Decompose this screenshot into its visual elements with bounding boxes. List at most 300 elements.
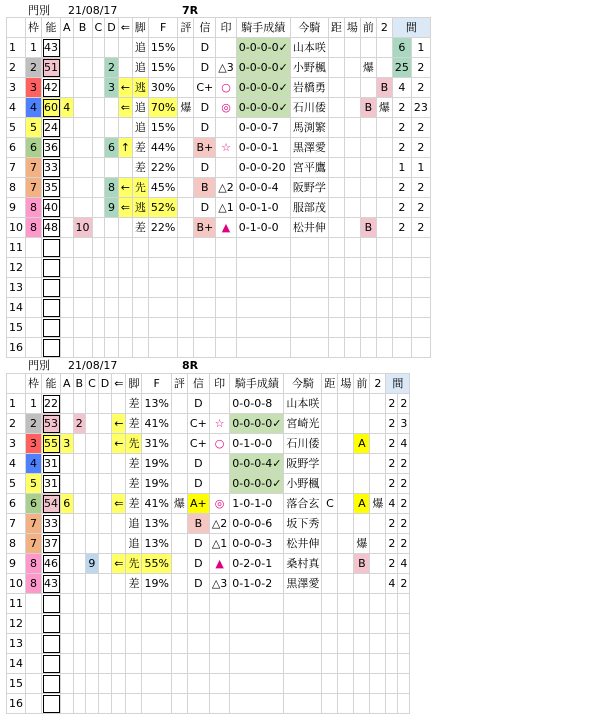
col-b [73, 494, 86, 514]
f-rate: 41% [142, 414, 171, 434]
col-a [61, 58, 74, 78]
ability-score [42, 694, 61, 714]
frame-number: 6 [26, 494, 42, 514]
row-number: 10 [7, 574, 26, 594]
distance [328, 58, 344, 78]
previous [360, 198, 376, 218]
col-b [73, 98, 92, 118]
confidence: D [194, 58, 216, 78]
current-jockey: 岩橋勇 [290, 78, 328, 98]
row-number: 1 [7, 38, 26, 58]
track [338, 494, 354, 514]
mark [209, 694, 229, 714]
column-header: 信 [187, 374, 209, 394]
col-a [61, 138, 74, 158]
evaluation [178, 198, 194, 218]
frame-number [26, 674, 42, 694]
col-c [86, 514, 99, 534]
track [338, 434, 354, 454]
current-jockey: 小野楓 [284, 474, 322, 494]
arrow-mark: ← [118, 78, 132, 98]
confidence [187, 594, 209, 614]
ability-score [42, 278, 61, 298]
confidence [194, 318, 216, 338]
arrow-mark: ⇐ [118, 98, 132, 118]
f-rate: 19% [142, 454, 171, 474]
row-number: 12 [7, 614, 26, 634]
frame-number: 4 [26, 454, 42, 474]
col-a [61, 178, 74, 198]
col-c [92, 98, 105, 118]
confidence: D [194, 38, 216, 58]
second [376, 158, 392, 178]
col-d [98, 434, 111, 454]
previous: 爆 [360, 58, 376, 78]
current-jockey [284, 654, 322, 674]
interval-2: 23 [411, 98, 430, 118]
col-a [61, 118, 74, 138]
table-row [7, 434, 410, 454]
previous: B [360, 98, 376, 118]
previous [354, 674, 370, 694]
mark [209, 474, 229, 494]
col-c [86, 394, 99, 414]
previous [354, 634, 370, 654]
mark: △2 [209, 514, 229, 534]
col-b [73, 258, 92, 278]
jockey-record: 1-0-1-0 [230, 494, 284, 514]
track [338, 674, 354, 694]
col-d [98, 494, 111, 514]
distance [322, 394, 338, 414]
frame-number: 7 [26, 178, 42, 198]
running-style: 差 [126, 494, 142, 514]
arrow-mark [112, 514, 126, 534]
track [344, 78, 360, 98]
jockey-record [230, 674, 284, 694]
empty-row [7, 594, 410, 614]
f-rate [142, 674, 171, 694]
f-rate: 31% [142, 434, 171, 454]
second [376, 278, 392, 298]
mark: △1 [209, 534, 229, 554]
distance [328, 38, 344, 58]
mark: △2 [216, 178, 236, 198]
ability-score [42, 634, 61, 654]
col-b [73, 318, 92, 338]
jockey-record [236, 338, 290, 358]
row-number: 15 [7, 318, 26, 338]
col-c [92, 178, 105, 198]
mark [216, 38, 236, 58]
evaluation [178, 278, 194, 298]
column-header: 今騎 [290, 18, 328, 38]
col-d [98, 394, 111, 414]
table-row [7, 574, 410, 594]
column-header: 間 [392, 18, 430, 38]
current-jockey: 黒澤愛 [290, 138, 328, 158]
interval-1: 2 [392, 198, 411, 218]
table-row [7, 38, 431, 58]
mark [209, 674, 229, 694]
frame-number: 2 [26, 414, 42, 434]
row-number: 13 [7, 278, 26, 298]
distance [322, 634, 338, 654]
col-b [73, 394, 86, 414]
interval-1: 1 [392, 158, 411, 178]
track [338, 554, 354, 574]
confidence [194, 298, 216, 318]
col-a [61, 594, 74, 614]
col-b [73, 534, 86, 554]
frame-number: 7 [26, 534, 42, 554]
evaluation [171, 574, 187, 594]
track [338, 534, 354, 554]
table-row [7, 494, 410, 514]
mark [209, 454, 229, 474]
column-header: 印 [216, 18, 236, 38]
distance [322, 654, 338, 674]
second [376, 178, 392, 198]
col-a [61, 674, 74, 694]
jockey-record: 0-1-0-0 [230, 434, 284, 454]
column-header: 場 [344, 18, 360, 38]
jockey-record: 0-2-0-1 [230, 554, 284, 574]
col-a [61, 574, 74, 594]
confidence [187, 674, 209, 694]
current-jockey [290, 298, 328, 318]
row-number: 4 [7, 454, 26, 474]
ability-score: 48 [42, 218, 61, 238]
distance [322, 514, 338, 534]
mark: △1 [216, 198, 236, 218]
f-rate [148, 298, 177, 318]
arrow-mark [118, 118, 132, 138]
confidence [187, 614, 209, 634]
col-c [92, 318, 105, 338]
previous [360, 118, 376, 138]
col-b [73, 454, 86, 474]
jockey-record: 0-1-0-2 [230, 574, 284, 594]
mark: ◎ [216, 98, 236, 118]
current-jockey: 松井伸 [290, 218, 328, 238]
frame-number: 4 [26, 98, 42, 118]
distance [328, 178, 344, 198]
current-jockey: 坂下秀 [284, 514, 322, 534]
track [338, 634, 354, 654]
col-a [61, 78, 74, 98]
frame-number [26, 318, 42, 338]
f-rate [148, 278, 177, 298]
jockey-record: 0-0-0-0✓ [236, 58, 290, 78]
row-number: 10 [7, 218, 26, 238]
ability-score: 55 [42, 434, 61, 454]
col-a: 3 [61, 434, 74, 454]
f-rate: 19% [142, 574, 171, 594]
running-style: 逃 [132, 78, 148, 98]
f-rate [148, 258, 177, 278]
mark [209, 614, 229, 634]
track [344, 318, 360, 338]
current-jockey: 石川倭 [284, 434, 322, 454]
frame-number: 7 [26, 158, 42, 178]
track [338, 654, 354, 674]
ability-score [42, 258, 61, 278]
col-b [73, 58, 92, 78]
col-a [61, 278, 74, 298]
column-header: 能 [42, 374, 61, 394]
col-d: 9 [105, 198, 118, 218]
col-b [73, 514, 86, 534]
empty-row [7, 278, 431, 298]
col-b [73, 178, 92, 198]
col-b [73, 298, 92, 318]
interval-1 [386, 634, 398, 654]
col-c [86, 614, 99, 634]
interval-1: 2 [386, 514, 398, 534]
row-number: 4 [7, 98, 26, 118]
col-a [61, 654, 74, 674]
confidence: B [187, 514, 209, 534]
interval-2: 3 [398, 414, 410, 434]
interval-2: 2 [411, 118, 430, 138]
current-jockey [284, 594, 322, 614]
empty-row [7, 338, 431, 358]
col-d [98, 534, 111, 554]
previous [360, 338, 376, 358]
interval-1 [386, 694, 398, 714]
race-number: 7R [182, 4, 199, 17]
current-jockey: 桑村真 [284, 554, 322, 574]
confidence: D [187, 454, 209, 474]
col-a [61, 474, 74, 494]
previous [354, 574, 370, 594]
interval-1 [386, 674, 398, 694]
f-rate: 52% [148, 198, 177, 218]
mark: △3 [216, 58, 236, 78]
col-c [92, 258, 105, 278]
col-d [105, 158, 118, 178]
confidence [187, 694, 209, 714]
col-d [105, 318, 118, 338]
col-c [92, 78, 105, 98]
f-rate [142, 634, 171, 654]
evaluation: 爆 [178, 98, 194, 118]
table-row [7, 554, 410, 574]
interval-1: 2 [386, 474, 398, 494]
col-d: 2 [105, 58, 118, 78]
frame-number: 3 [26, 434, 42, 454]
jockey-record: 0-0-0-3 [230, 534, 284, 554]
interval-1: 2 [392, 98, 411, 118]
row-number: 14 [7, 298, 26, 318]
col-c: 9 [86, 554, 99, 574]
running-style [126, 614, 142, 634]
column-header: D [105, 18, 118, 38]
col-a: 4 [61, 98, 74, 118]
running-style [132, 318, 148, 338]
running-style [126, 634, 142, 654]
running-style: 先 [132, 178, 148, 198]
interval-2 [398, 634, 410, 654]
col-a [61, 158, 74, 178]
arrow-mark: ← [118, 178, 132, 198]
arrow-mark [118, 218, 132, 238]
table-row [7, 98, 431, 118]
track [344, 198, 360, 218]
interval-2: 2 [411, 178, 430, 198]
evaluation [171, 554, 187, 574]
previous [360, 298, 376, 318]
ability-score: 43 [42, 38, 61, 58]
second [370, 474, 386, 494]
col-a [61, 694, 74, 714]
col-b [73, 694, 86, 714]
col-a [61, 634, 74, 654]
jockey-record [236, 318, 290, 338]
current-jockey: 落合玄 [284, 494, 322, 514]
row-number: 14 [7, 654, 26, 674]
f-rate [142, 654, 171, 674]
empty-row [7, 258, 431, 278]
arrow-mark [112, 654, 126, 674]
col-c [92, 58, 105, 78]
previous [360, 258, 376, 278]
ability-score: 31 [42, 474, 61, 494]
interval-2: 2 [398, 534, 410, 554]
interval-2 [411, 298, 430, 318]
ability-score [42, 318, 61, 338]
col-d [98, 694, 111, 714]
column-header: 枠 [26, 374, 42, 394]
frame-number [26, 594, 42, 614]
evaluation [178, 138, 194, 158]
running-style [132, 298, 148, 318]
col-d [105, 338, 118, 358]
arrow-mark [118, 318, 132, 338]
confidence [187, 654, 209, 674]
distance: C [322, 494, 338, 514]
distance [328, 218, 344, 238]
interval-1: 2 [386, 434, 398, 454]
race-date: 21/08/17 [68, 4, 118, 17]
arrow-mark [112, 694, 126, 714]
confidence: D [187, 534, 209, 554]
col-b [73, 474, 86, 494]
column-header: 評 [171, 374, 187, 394]
distance [328, 298, 344, 318]
frame-number: 1 [26, 38, 42, 58]
ability-score: 51 [42, 58, 61, 78]
table-row [7, 474, 410, 494]
current-jockey: 宮崎光 [284, 414, 322, 434]
row-number: 13 [7, 634, 26, 654]
jockey-record: 0-0-0-6 [230, 514, 284, 534]
jockey-record: 0-0-0-0✓ [230, 414, 284, 434]
confidence: C+ [187, 434, 209, 454]
distance [322, 674, 338, 694]
col-c [92, 38, 105, 58]
distance [322, 414, 338, 434]
column-header: 脚 [132, 18, 148, 38]
distance [328, 198, 344, 218]
running-style [126, 594, 142, 614]
interval-2: 2 [398, 394, 410, 414]
interval-1: 6 [392, 38, 411, 58]
distance [322, 574, 338, 594]
evaluation [178, 338, 194, 358]
col-d [98, 654, 111, 674]
current-jockey [284, 614, 322, 634]
table-row [7, 78, 431, 98]
running-style [132, 258, 148, 278]
f-rate: 15% [148, 38, 177, 58]
distance [328, 78, 344, 98]
ability-score [42, 674, 61, 694]
previous: B [354, 554, 370, 574]
frame-number: 5 [26, 474, 42, 494]
second [370, 554, 386, 574]
interval-2: 2 [398, 574, 410, 594]
second [376, 318, 392, 338]
row-number: 6 [7, 494, 26, 514]
jockey-record: 0-0-0-1 [236, 138, 290, 158]
confidence: A+ [187, 494, 209, 514]
column-header: C [86, 374, 99, 394]
second [376, 218, 392, 238]
column-header: ⇐ [118, 18, 132, 38]
previous [354, 394, 370, 414]
interval-1: 25 [392, 58, 411, 78]
frame-number: 8 [26, 218, 42, 238]
row-number: 8 [7, 178, 26, 198]
second [370, 454, 386, 474]
mark: ◎ [209, 494, 229, 514]
f-rate: 70% [148, 98, 177, 118]
row-number: 9 [7, 554, 26, 574]
distance [328, 118, 344, 138]
evaluation [171, 394, 187, 414]
column-header [7, 374, 26, 394]
distance [328, 238, 344, 258]
venue-label: 門別 [28, 359, 50, 372]
col-a [61, 38, 74, 58]
ability-score [42, 238, 61, 258]
second [370, 514, 386, 534]
ability-score: 35 [42, 178, 61, 198]
evaluation [178, 58, 194, 78]
confidence [194, 278, 216, 298]
col-a [61, 534, 74, 554]
jockey-record: 0-0-0-4 [236, 178, 290, 198]
track [338, 474, 354, 494]
current-jockey [290, 318, 328, 338]
interval-1 [392, 338, 411, 358]
frame-number: 5 [26, 118, 42, 138]
evaluation [171, 594, 187, 614]
column-header: 評 [178, 18, 194, 38]
arrow-mark [118, 298, 132, 318]
interval-1: 2 [386, 554, 398, 574]
ability-score: 40 [42, 198, 61, 218]
column-header: C [92, 18, 105, 38]
interval-1 [386, 594, 398, 614]
frame-number [26, 634, 42, 654]
current-jockey: 阪野学 [284, 454, 322, 474]
interval-1: 2 [392, 178, 411, 198]
col-b [73, 118, 92, 138]
previous [354, 474, 370, 494]
